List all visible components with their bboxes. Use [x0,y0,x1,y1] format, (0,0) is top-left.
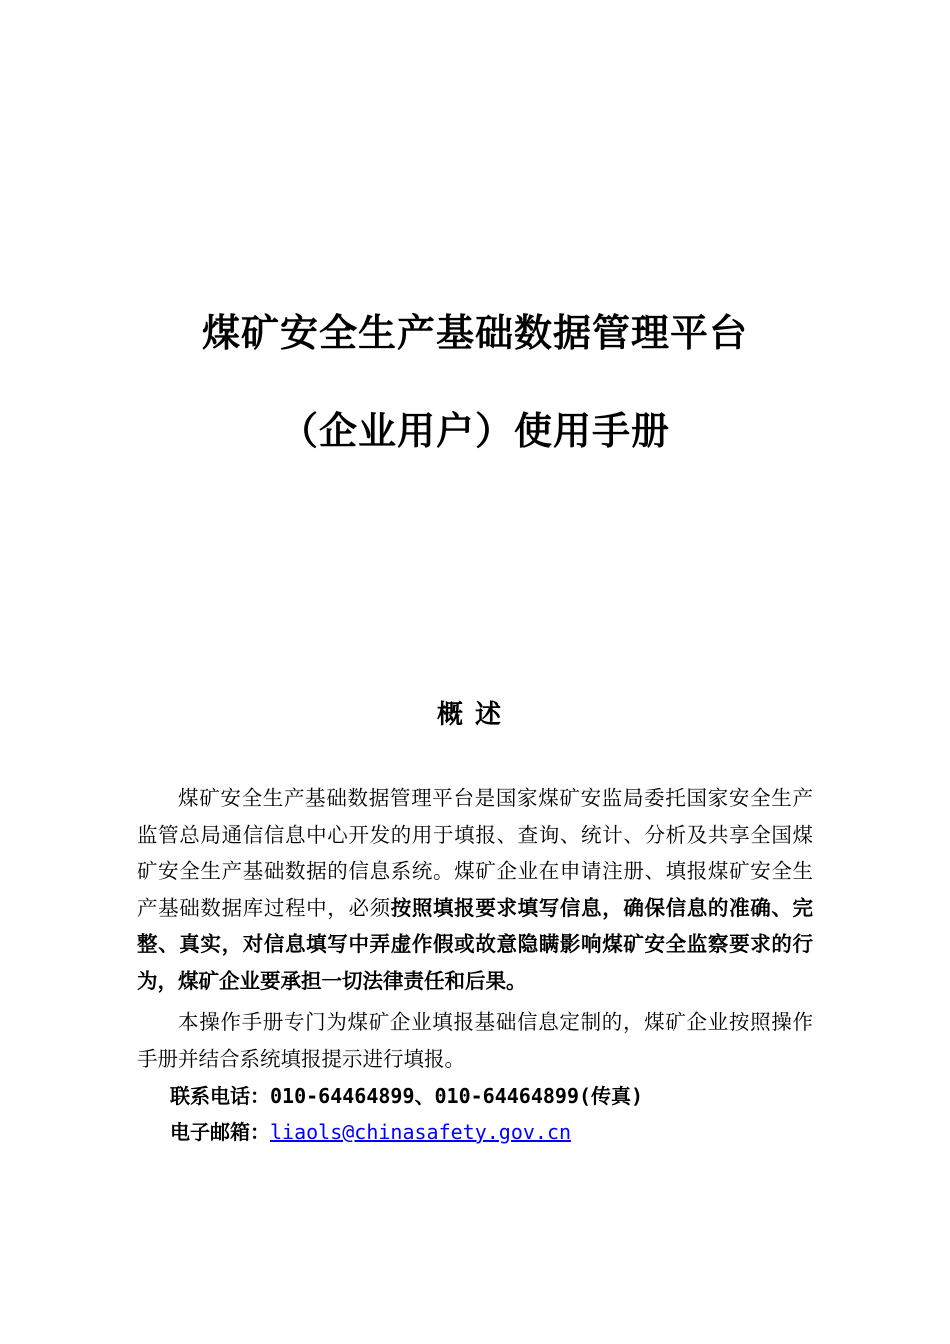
document-title-line1: 煤矿安全生产基础数据管理平台 [201,311,748,355]
contact-email [170,1116,571,1145]
section-heading: 概述 [436,700,513,730]
overview-paragraph-2: 本操作手册专门为煤矿企业填报基础信息定制的，煤矿企业按照操作手册并结合系统填报提示进行填报。 [137,1010,813,1071]
overview-paragraph-1-bold: 按照填报要求填写信息，确保信息的准确、完整、真实，对信息填写中弄虚作假或故意隐瞒影响煤矿安全监察要求的行为，煤矿企业要承担一切法律责任和后果。 [137,895,814,993]
contact-email-link[interactable]: liaols@chinasafety.gov.cn [270,1120,572,1144]
contact-phone [170,1080,643,1109]
overview-paragraph-1 [137,780,813,999]
contact-phone-label: 联系电话： [170,1084,270,1108]
overview-paragraph-1-normal: 煤矿安全生产基础数据管理平台是国家煤矿安监局委托国家安全生产监管总局通信信息中心开发的用于填报、查询、统计、分析及共享全国煤矿安全生产基础数据的信息系统。煤矿企业在申请注册、填报煤矿安全生产基础数据库过程中，必须 [137,786,813,920]
contact-email-label: 电子邮箱： [170,1120,270,1144]
contact-phone-value: 010-64464899、010-64464899(传真) [270,1084,644,1108]
document-title-line2: （企业用户）使用手册 [279,409,670,453]
